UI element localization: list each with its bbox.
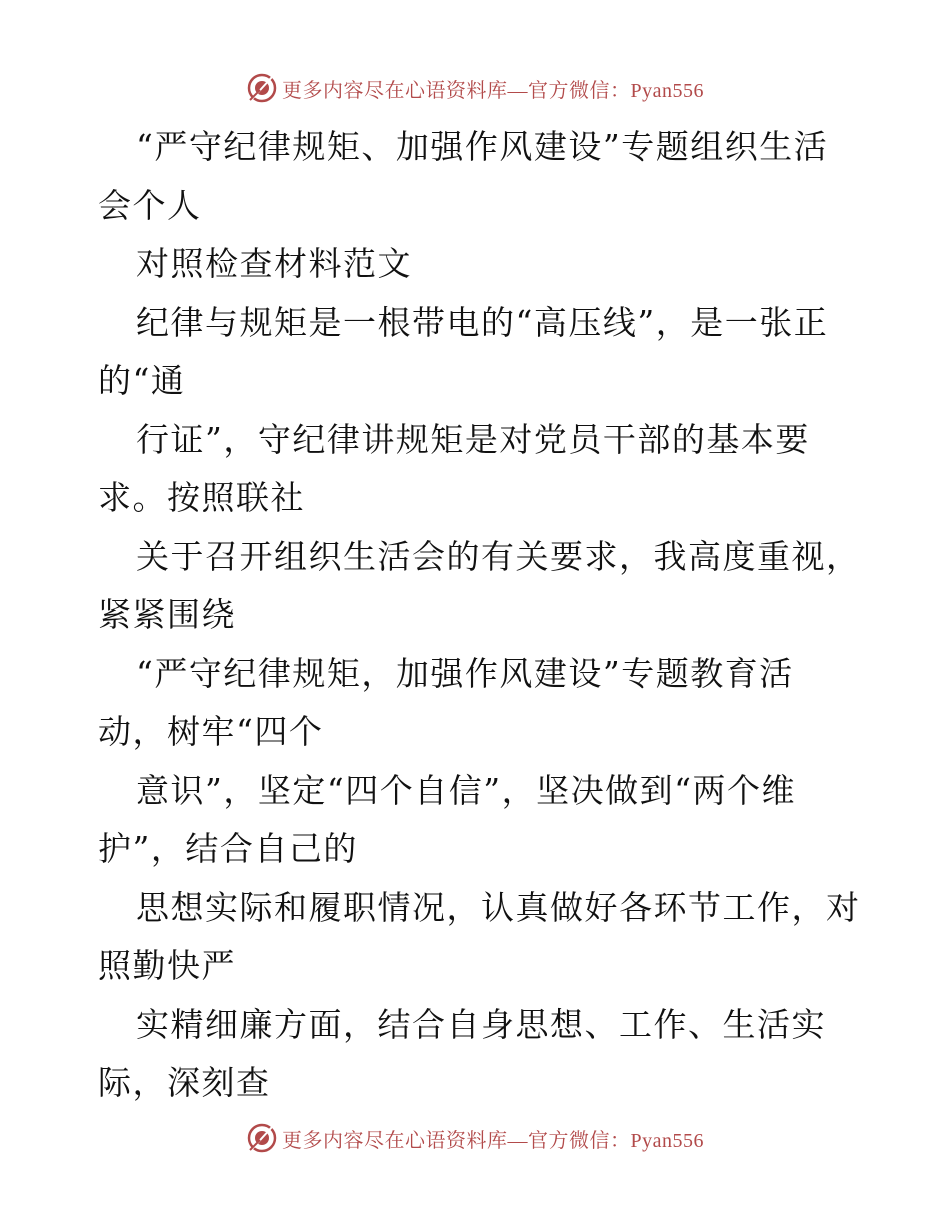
footer-watermark [0, 1122, 950, 1154]
logo-icon [246, 72, 278, 104]
logo-icon [246, 1122, 278, 1154]
text-line: 照勤快严 [98, 946, 236, 985]
text-line: 意识”，坚定“四个自信”，坚决做到“两个维 [136, 770, 796, 810]
text-line: 对照检查材料范文 [136, 244, 412, 283]
watermark-text: 更多内容尽在心语资料库—官方微信：Pyan556 [282, 1129, 704, 1152]
text-line: 求。按照联社 [98, 478, 305, 517]
text-line: 紧紧围绕 [98, 595, 236, 634]
watermark-text: 更多内容尽在心语资料库—官方微信：Pyan556 [282, 79, 704, 102]
text-line: 护”，结合自己的 [98, 829, 358, 868]
document-body [98, 118, 861, 1113]
text-line: 的“通 [98, 361, 186, 400]
text-line: 实精细廉方面，结合自身思想、工作、生活实 [136, 1004, 826, 1044]
text-line: 思想实际和履职情况，认真做好各环节工作，对 [136, 887, 861, 927]
header-watermark [0, 72, 950, 104]
text-line: “严守纪律规矩、加强作风建设”专题组织生活 [136, 127, 829, 166]
text-line: 纪律与规矩是一根带电的“高压线”，是一张正 [136, 302, 829, 342]
text-line: 会个人 [98, 185, 202, 225]
text-line: 际，深刻查 [98, 1063, 271, 1102]
text-line: “严守纪律规矩，加强作风建设”专题教育活 [136, 653, 794, 693]
text-line: 动，树牢“四个 [98, 712, 324, 751]
text-line: 行证”，守纪律讲规矩是对党员干部的基本要 [136, 419, 810, 459]
text-line: 关于召开组织生活会的有关要求，我高度重视， [136, 536, 861, 576]
